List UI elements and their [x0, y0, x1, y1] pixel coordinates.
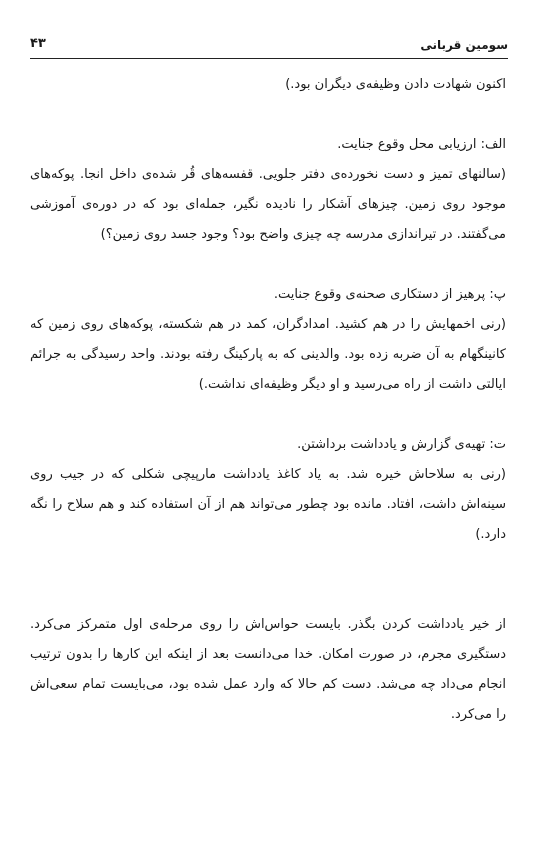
closing-paragraph: از خیر یادداشت کردن بگذر. بایست حواس‌اش را روی مرحله‌ی اول متمرکز می‌کرد. دستگیری مجرم، در صورت امکان. خدا می‌دانست بعد از اینکه این کارها را بدون ترتیب انجام می‌داد چه می‌شد. دست کم حالا که وارد عمل شده بود، می‌بایست تمام سعی‌اش را می‌کرد.: [30, 617, 506, 722]
page-number: ۴۳: [30, 36, 46, 51]
section-pe-heading: پ: پرهیز از دستکاری صحنه‌ی وقوع جنایت.: [273, 287, 506, 302]
section-spacer: [30, 100, 506, 130]
section-alef-heading: الف: ارزیابی محل وقوع جنایت.: [337, 137, 506, 152]
section-te-heading: ت: تهیه‌ی گزارش و یادداشت برداشتن.: [297, 437, 506, 452]
running-title: سومین قربانی: [420, 38, 508, 52]
body-text: [30, 70, 506, 730]
section-spacer: [30, 250, 506, 280]
section-pe-text: (رنی اخمهایش را در هم کشید. امدادگران، کمد در هم شکسته، پوکه‌های روی زمین که کانینگهام به آن ضربه زده بود. والدینی که به پارکینگ رفته بودند. واحد رسیدگی به جرائم ایالتی داشت از راه می‌رسید و او دیگر وظیفه‌ای نداشت.): [30, 317, 506, 392]
section-spacer: [30, 400, 506, 430]
section-alef-text: (سالنهای تمیز و دست نخورده‌ی دفتر جلویی. قفسه‌های قُر شده‌ی داخل انجا. پوکه‌های موجود روی زمین. چیزهای آشکار را نادیده نگیر، جمله‌ای بود که در دوره‌ی آموزشی می‌گفتند. در تیراندازی مدرسه چه چیزی واضح بود؟ وجود جسد روی زمین؟): [30, 167, 506, 242]
running-header: [30, 30, 508, 59]
section-spacer: [30, 550, 506, 610]
intro-line: اکنون شهادت دادن وظیفه‌ی دیگران بود.): [285, 77, 506, 92]
section-te-text: (رنی به سلاحاش خیره شد. به یاد کاغذ یادداشت مارپیچی شکلی که در جیب روی سینه‌اش داشت، افتاد. مانده بود چطور می‌تواند هم از آن استفاده کند و هم سلاح را نگه دارد.): [30, 467, 506, 542]
